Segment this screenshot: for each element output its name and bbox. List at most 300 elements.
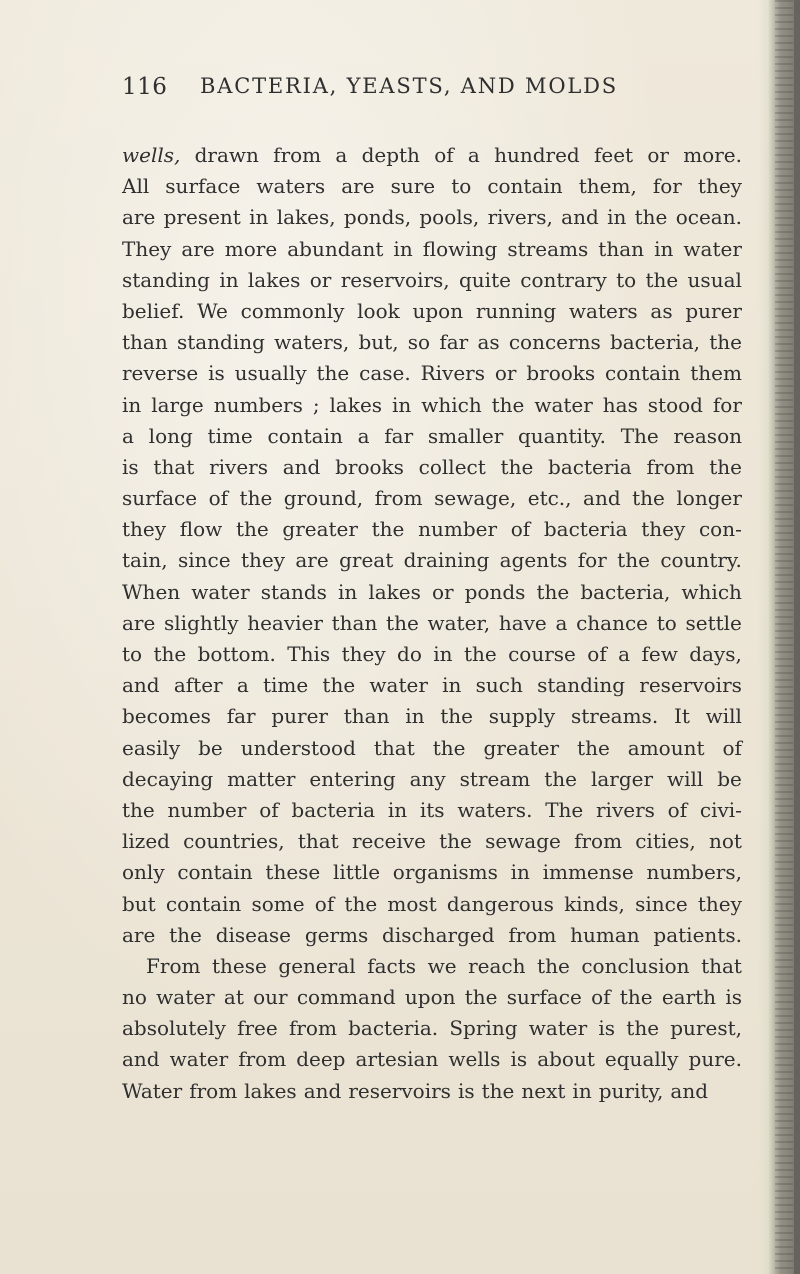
text-line [122,234,742,265]
word: facts [367,953,417,978]
word: which [421,392,482,417]
word: contain [177,860,253,885]
word: lakes, [276,205,336,230]
word: We [197,298,228,323]
word: have [498,610,547,635]
word: few [641,642,678,666]
word: look [357,298,400,323]
word: from [189,1078,238,1103]
text-line [122,701,742,732]
word: equally [604,1047,679,1072]
word: from [288,1016,337,1041]
word: slightly [164,610,239,635]
word: them, [578,174,637,199]
word: case. [359,361,411,386]
text-line [122,421,742,452]
word: of [208,486,229,511]
word: that [297,829,339,854]
word: the [122,797,155,822]
word: time [207,423,253,448]
word: country. [660,548,742,573]
word: artesian [355,1047,439,1072]
word: upon [404,985,456,1010]
word: germs [304,922,369,947]
word: and [122,1047,160,1072]
word: the [463,642,497,666]
word: are [122,922,156,947]
word: water [169,1047,229,1072]
word: time [262,673,309,698]
word: flow [179,517,223,542]
word: or [647,143,669,167]
word: water [369,673,428,698]
word: such [475,673,523,698]
word: far [439,330,469,355]
text-line [122,826,742,857]
word: of [314,891,335,916]
word: the [239,486,273,511]
word: as [650,298,673,323]
word: They [122,236,172,261]
word: numbers, [646,860,742,885]
word: of [587,642,607,666]
word: number [418,517,498,542]
word: sewage [485,829,561,854]
word: or [431,579,454,604]
word: in [338,579,358,604]
word: bacteria [543,517,628,542]
word: in [122,392,142,417]
word: the [536,579,570,604]
word: pure. [688,1047,742,1072]
word: far [384,423,414,448]
word: dangerous [446,891,554,916]
word: bacteria. [348,1016,439,1041]
word: be [198,735,223,760]
word: in [433,642,453,666]
word: reverse [122,361,199,386]
text-line [122,1013,742,1044]
running-head [122,74,762,108]
word: free [237,1016,278,1041]
text-line [122,1076,742,1107]
word: contrary [520,267,607,292]
word: that [373,735,415,760]
word: will [705,704,742,729]
word: the [169,922,202,947]
word: than [122,330,168,355]
word: countries, [183,829,285,854]
word: the [235,517,269,542]
word: purest, [670,1016,742,1041]
word: The [620,423,659,448]
word: stood [647,392,703,417]
word: streams [507,236,589,261]
word: longer [676,486,742,511]
word: will [666,766,704,791]
word: not [708,829,742,854]
word: so [407,330,431,355]
word: a [467,143,480,167]
word: is [457,1078,475,1103]
word: surface [122,486,198,511]
word: to [656,610,677,635]
word: bacteria [548,454,632,479]
text-line [122,265,742,296]
page-edge-shadow [758,0,800,1274]
word: in [393,236,413,261]
word: standing [122,267,210,292]
word: they [697,174,742,199]
word: lized [122,829,170,854]
word: to [122,642,143,666]
word: from [646,454,695,479]
word: contain [487,174,563,199]
word: understood [240,735,356,760]
word: ponds [464,579,526,604]
word: It [673,704,690,729]
word: after [173,673,223,698]
word: amount [627,735,705,760]
word: and [303,1078,342,1103]
word: number [167,797,247,822]
text-line [122,390,742,421]
word: the [645,267,679,292]
word: and [583,486,621,511]
word: pools, [419,205,480,230]
word: do [397,642,422,666]
word: ponds, [343,205,412,230]
word: deep [296,1047,346,1072]
word: they [341,642,386,666]
word: water [534,392,593,417]
text-line [122,171,742,202]
word: in [249,205,269,230]
word: entering [309,766,396,791]
body-text [122,140,742,1107]
page-number: 116 [122,74,168,100]
word: purer [271,704,328,729]
word: of [434,143,454,167]
word: the [371,517,405,542]
running-title: BACTERIA, YEASTS, AND MOLDS [200,74,618,98]
word: con- [698,517,742,542]
word: absolutely [122,1016,226,1041]
word: but [122,891,156,916]
word: standing [176,330,265,355]
word: becomes [122,704,211,729]
word: easily [122,735,181,760]
word: than [598,236,645,261]
word: them [690,361,742,386]
word: belief. [122,298,185,323]
word: in [607,205,627,230]
word: any [409,766,446,791]
word: concerns [508,330,601,355]
word: or [494,361,517,386]
word: we [427,953,457,978]
word: running [475,298,557,323]
word: of [259,797,279,822]
word: water [191,579,250,604]
word: most [387,891,437,916]
word: surface [506,985,582,1010]
word: as [477,330,500,355]
word: in [572,1078,592,1103]
word: the [344,891,378,916]
word: immense [542,860,634,885]
word: sure [390,174,436,199]
word: a [236,673,249,698]
word: or [309,267,332,292]
word: purer [685,298,742,323]
word: general [278,953,356,978]
word: in [392,392,412,417]
word: receive [351,829,426,854]
word: at [223,985,244,1010]
word: the [619,985,653,1010]
text-line [122,982,742,1013]
word: wells [448,1047,501,1072]
word: a [122,423,134,448]
word: they [240,548,285,573]
word: in [387,797,408,822]
word: are [181,236,215,261]
word: conclusion [581,953,690,978]
word: organisms [392,860,498,885]
text-line [122,764,742,795]
word: and [670,1078,708,1103]
word: tain, [122,548,168,573]
word: some [251,891,305,916]
text-line [122,733,742,764]
word: reservoirs, [340,267,450,292]
text-line [122,857,742,888]
word: to [616,267,637,292]
word: bottom. [197,642,276,666]
word: hundred [494,143,580,167]
word: supply [488,704,556,729]
word: numbers [213,392,303,417]
word: ocean. [675,205,742,230]
word: is [725,985,742,1010]
word: more. [683,143,742,167]
word: in [654,236,674,261]
word: contain [267,423,343,448]
word: kinds, [564,891,625,916]
word: the [709,454,742,479]
word: stands [260,579,327,604]
word: and [282,454,321,479]
word: large [151,392,204,417]
word: days, [689,642,742,666]
word: rivers, [487,205,553,230]
word: water [528,1016,588,1041]
word: for [652,174,682,199]
word: the [386,610,419,635]
word: greater [483,735,560,760]
word: sewage, [434,486,517,511]
word: quantity. [517,423,606,448]
word: collect [418,454,486,479]
word: etc., [527,486,572,511]
word: When [122,579,181,604]
word: lakes [247,267,301,292]
word: water [683,236,742,261]
word: since [635,891,688,916]
word: lakes [244,1078,297,1103]
word: the [632,486,665,511]
word: abundant [287,236,384,261]
word: our [253,985,288,1010]
word: water, [427,610,491,635]
word: waters. [457,797,533,822]
word: these [265,860,321,885]
word: the [537,953,570,978]
word: usually [234,361,307,386]
text-line [122,795,742,826]
word: greater [282,517,358,542]
word: they [697,891,742,916]
word: a [555,610,568,635]
word: but, [358,330,399,355]
word: drawn [194,143,259,167]
text-line [122,358,742,389]
word: the [432,735,466,760]
word: from [238,1047,287,1072]
word: bacteria, [580,579,671,604]
text-line [122,296,742,327]
word: reservoirs [639,673,742,698]
word: next [521,1078,566,1103]
word: for [577,548,607,573]
text-line [122,608,742,639]
word: in [442,673,462,698]
word: great [339,548,394,573]
word: a [618,642,631,666]
word: earth [661,985,717,1010]
text-line [122,327,742,358]
word: feet [593,143,634,167]
word: command [296,985,396,1010]
word: discharged [382,922,495,947]
word: surface [165,174,241,199]
word: brooks [526,361,596,386]
word: ground, [283,486,364,511]
word: of [667,797,688,822]
word: bacteria, [609,330,700,355]
word: the [153,642,187,666]
word: only [122,860,165,885]
word: decaying [122,766,214,791]
word: about [537,1047,595,1072]
word: This [287,642,331,666]
word: the [481,1078,515,1103]
word: water [156,985,215,1010]
word: in [219,267,239,292]
word: of [591,985,611,1010]
word: depth [361,143,420,167]
word: rivers [596,797,655,822]
word: and [122,673,160,698]
word: these [212,953,267,978]
text-line [122,889,742,920]
word: the [634,205,668,230]
word: are [122,610,156,635]
word: long [148,423,193,448]
word: the [500,454,534,479]
word: more [224,236,278,261]
word: a [357,423,370,448]
word: heavier [247,610,323,635]
word: a [335,143,348,167]
text-line [122,1044,742,1075]
word: is [122,454,139,479]
text-line [122,920,742,951]
word: from [273,143,322,167]
word: has [602,392,638,417]
word: from [574,829,623,854]
text-line [122,140,742,171]
word: From [146,953,201,978]
word: reservoirs [348,1078,451,1103]
word: larger [590,766,654,791]
word: rivers [209,454,268,479]
word: its [419,797,445,822]
word: they [641,517,686,542]
word: and [561,205,599,230]
italic-word: wells, [122,143,181,167]
word: than [331,610,378,635]
word: little [332,860,381,885]
word: present [163,205,241,230]
word: the [439,829,472,854]
word: stream [459,766,531,791]
word: standing [537,673,626,698]
text-line [122,670,742,701]
word: waters [256,174,326,199]
word: lakes [368,579,421,604]
word: purity, [598,1078,664,1103]
word: are [295,548,329,573]
word: the [316,361,350,386]
word: the [491,392,525,417]
word: the [709,330,742,355]
word: the [626,1016,660,1041]
text-line [122,951,742,982]
word: streams. [570,704,659,729]
word: be [717,766,742,791]
word: than [343,704,390,729]
word: All [122,174,150,199]
word: matter [227,766,296,791]
word: for [712,392,742,417]
word: human [570,922,640,947]
word: they [122,517,167,542]
word: the [322,673,356,698]
word: civi- [699,797,742,822]
word: cities, [635,829,696,854]
text-line [122,514,742,545]
word: is [598,1016,616,1041]
text-line [122,545,742,576]
word: contain [165,891,242,916]
word: in [510,860,530,885]
word: Rivers [420,361,485,386]
word: that [701,953,742,978]
word: the [544,766,577,791]
word: reach [468,953,526,978]
